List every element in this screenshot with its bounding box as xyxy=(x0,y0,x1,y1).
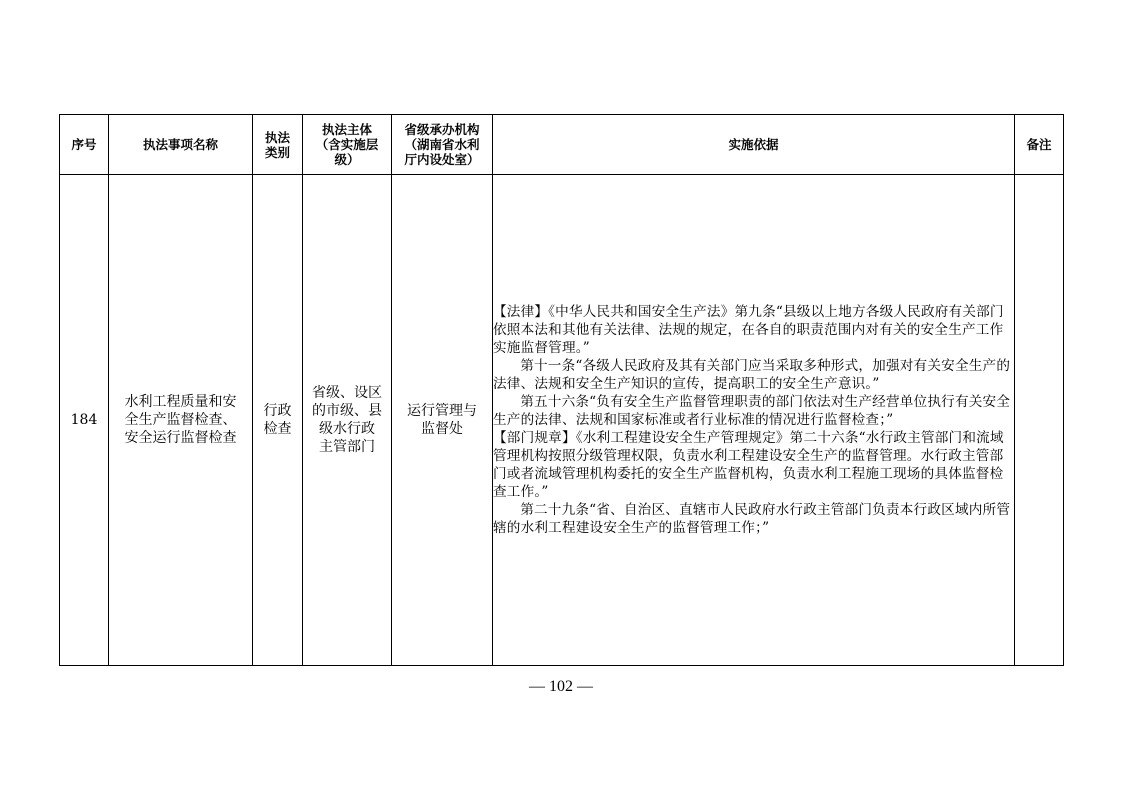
cell-basis xyxy=(493,175,1015,666)
header-row xyxy=(60,115,1064,175)
cell-remarks xyxy=(1015,175,1064,666)
header-item-name: 执法事项名称 xyxy=(109,115,253,175)
header-seq: 序号 xyxy=(60,115,109,175)
header-provincial-org: 省级承办机构 （湖南省水利 厅内设处室） xyxy=(392,115,493,175)
basis-paragraph: 第十一条“各级人民政府及其有关部门应当采取多种形式，加强对有关安全生产的法律、法规和安全生产知识的宣传，提高职工的安全生产意识。” xyxy=(493,358,1011,392)
header-category: 执法 类别 xyxy=(253,115,303,175)
header-basis: 实施依据 xyxy=(493,115,1015,175)
cell-seq: 184 xyxy=(60,175,109,666)
cell-subject: 省级、设区 的市级、县 级水行政 主管部门 xyxy=(303,175,392,666)
cell-provincial-org: 运行管理与 监督处 xyxy=(392,175,493,666)
basis-paragraph: 【部门规章】《水利工程建设安全生产管理规定》第二十六条“水行政主管部门和流域管理机构按照分级管理权限，负责水利工程建设安全生产的监督管理。水行政主管部门或者流域管理机构委托的安全生产监督机构，负责水利工程施工现场的具体监督检查工作。” xyxy=(493,430,1004,500)
basis-paragraph: 第二十九条“省、自治区、直辖市人民政府水行政主管部门负责本行政区域内所管辖的水利工程建设安全生产的监督管理工作；” xyxy=(493,502,1011,536)
cell-category: 行政 检查 xyxy=(253,175,303,666)
cell-item-name: 水利工程质量和安 全生产监督检查、 安全运行监督检查 xyxy=(109,175,253,666)
table-row xyxy=(60,175,1064,666)
page-number: — 102 — xyxy=(529,678,593,695)
basis-paragraph: 第五十六条“负有安全生产监督管理职责的部门依法对生产经营单位执行有关安全生产的法律、法规和国家标准或者行业标准的情况进行监督检查；” xyxy=(493,394,1011,428)
header-subject: 执法主体 （含实施层 级） xyxy=(303,115,392,175)
header-remarks: 备注 xyxy=(1015,115,1064,175)
enforcement-table xyxy=(59,114,1064,666)
basis-paragraph: 【法律】《中华人民共和国安全生产法》第九条“县级以上地方各级人民政府有关部门依照本法和其他有关法律、法规的规定，在各自的职责范围内对有关的安全生产工作实施监督管理。” xyxy=(493,304,1004,356)
